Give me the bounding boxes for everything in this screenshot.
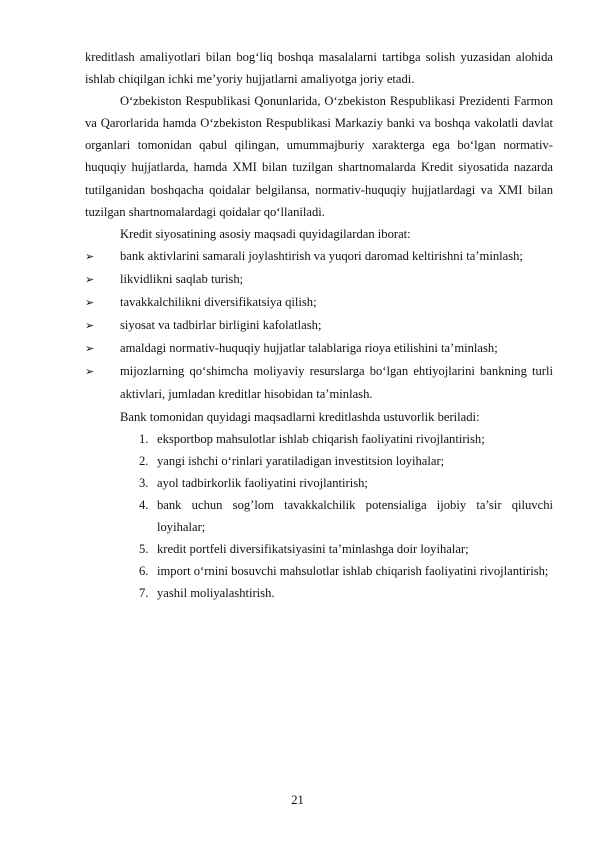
list-item: ➢ siyosat va tadbirlar birligini kafolatlash; bbox=[85, 314, 553, 337]
list-item: 3. ayol tadbirkorlik faoliyatini rivojlantirish; bbox=[85, 472, 553, 494]
arrow-bullet-icon: ➢ bbox=[85, 250, 95, 263]
paragraph-2: O‘zbekiston Respublikasi Qonunlarida, O‘zbekiston Respublikasi Prezidenti Farmon va Qarorlarida hamda O‘zbekiston Respublikasi Markaziy banki va boshqa vakolatli davlat organlari tomonidan qabul qilingan, umummajburiy xarakterga ega bo‘lgan normativ-huquqiy hujjatlarda, hamda XMI bilan tuzilgan shartnomalarda Kredit siyosatida nazarda tutilganidan boshqacha qoidalar belgilansa, normativ-huquqiy hujjatlardagi va XMI bilan tuzilgan shartnomalardagi qoidalar qo‘llaniladi. bbox=[85, 94, 553, 219]
list-item: 2. yangi ishchi o‘rinlari yaratiladigan investitsion loyihalar; bbox=[85, 450, 553, 472]
list-item: ➢ tavakkalchilikni diversifikatsiya qilish; bbox=[85, 291, 553, 314]
item-number: 2. bbox=[139, 453, 149, 468]
list-item: 1. eksportbop mahsulotlar ishlab chiqarish faoliyatini rivojlantirish; bbox=[85, 428, 553, 450]
arrow-bullet-icon: ➢ bbox=[85, 297, 95, 310]
arrow-bullet-icon: ➢ bbox=[85, 343, 95, 356]
list-item: ➢ likvidlikni saqlab turish; bbox=[85, 268, 553, 291]
arrow-bullet-icon: ➢ bbox=[85, 320, 95, 333]
list-item: 5. kredit portfeli diversifikatsiyasini ta’minlashga doir loyihalar; bbox=[85, 538, 553, 560]
list-item: 7. yashil moliyalashtirish. bbox=[85, 582, 553, 604]
list-item: ➢ mijozlarning qo‘shimcha moliyaviy resurslarga bo‘lgan ehtiyojlarini bankning turli aktivlari, jumladan kreditlar hisobidan ta’minlash. bbox=[85, 360, 553, 405]
body-text bbox=[85, 46, 553, 604]
list-item: 6. import o‘rnini bosuvchi mahsulotlar ishlab chiqarish faoliyatini rivojlantirish; bbox=[85, 560, 553, 582]
paragraph-4: Bank tomonidan quyidagi maqsadlarni kreditlashda ustuvorlik beriladi: bbox=[120, 409, 480, 424]
arrow-bullet-icon: ➢ bbox=[85, 273, 95, 286]
page-number: 21 bbox=[291, 793, 304, 807]
paragraph-1: kreditlash amaliyotlari bilan bog‘liq boshqa masalalarni tartibga solish yuzasidan alohida ishlab chiqilgan ichki me’yoriy hujjatlarni amaliyotga joriy etadi. bbox=[85, 50, 553, 87]
goals-list bbox=[85, 245, 553, 406]
item-number: 3. bbox=[139, 475, 149, 490]
list-item: 4. bank uchun sog’lom tavakkalchilik potensialiga ijobiy ta’sir qiluvchi loyihalar; bbox=[85, 494, 553, 538]
item-number: 5. bbox=[139, 542, 149, 557]
priorities-list bbox=[85, 428, 553, 605]
item-number: 6. bbox=[139, 564, 149, 579]
item-number: 4. bbox=[139, 497, 149, 512]
arrow-bullet-icon: ➢ bbox=[85, 366, 95, 379]
list-item: ➢ bank aktivlarini samarali joylashtirish va yuqori daromad keltirishni ta’minlash; bbox=[85, 245, 553, 268]
item-number: 1. bbox=[139, 431, 149, 446]
list-item: ➢ amaldagi normativ-huquqiy hujjatlar talablariga rioya etilishini ta’minlash; bbox=[85, 337, 553, 360]
item-number: 7. bbox=[139, 586, 149, 601]
paragraph-3: Kredit siyosatining asosiy maqsadi quyidagilardan iborat: bbox=[120, 226, 411, 241]
